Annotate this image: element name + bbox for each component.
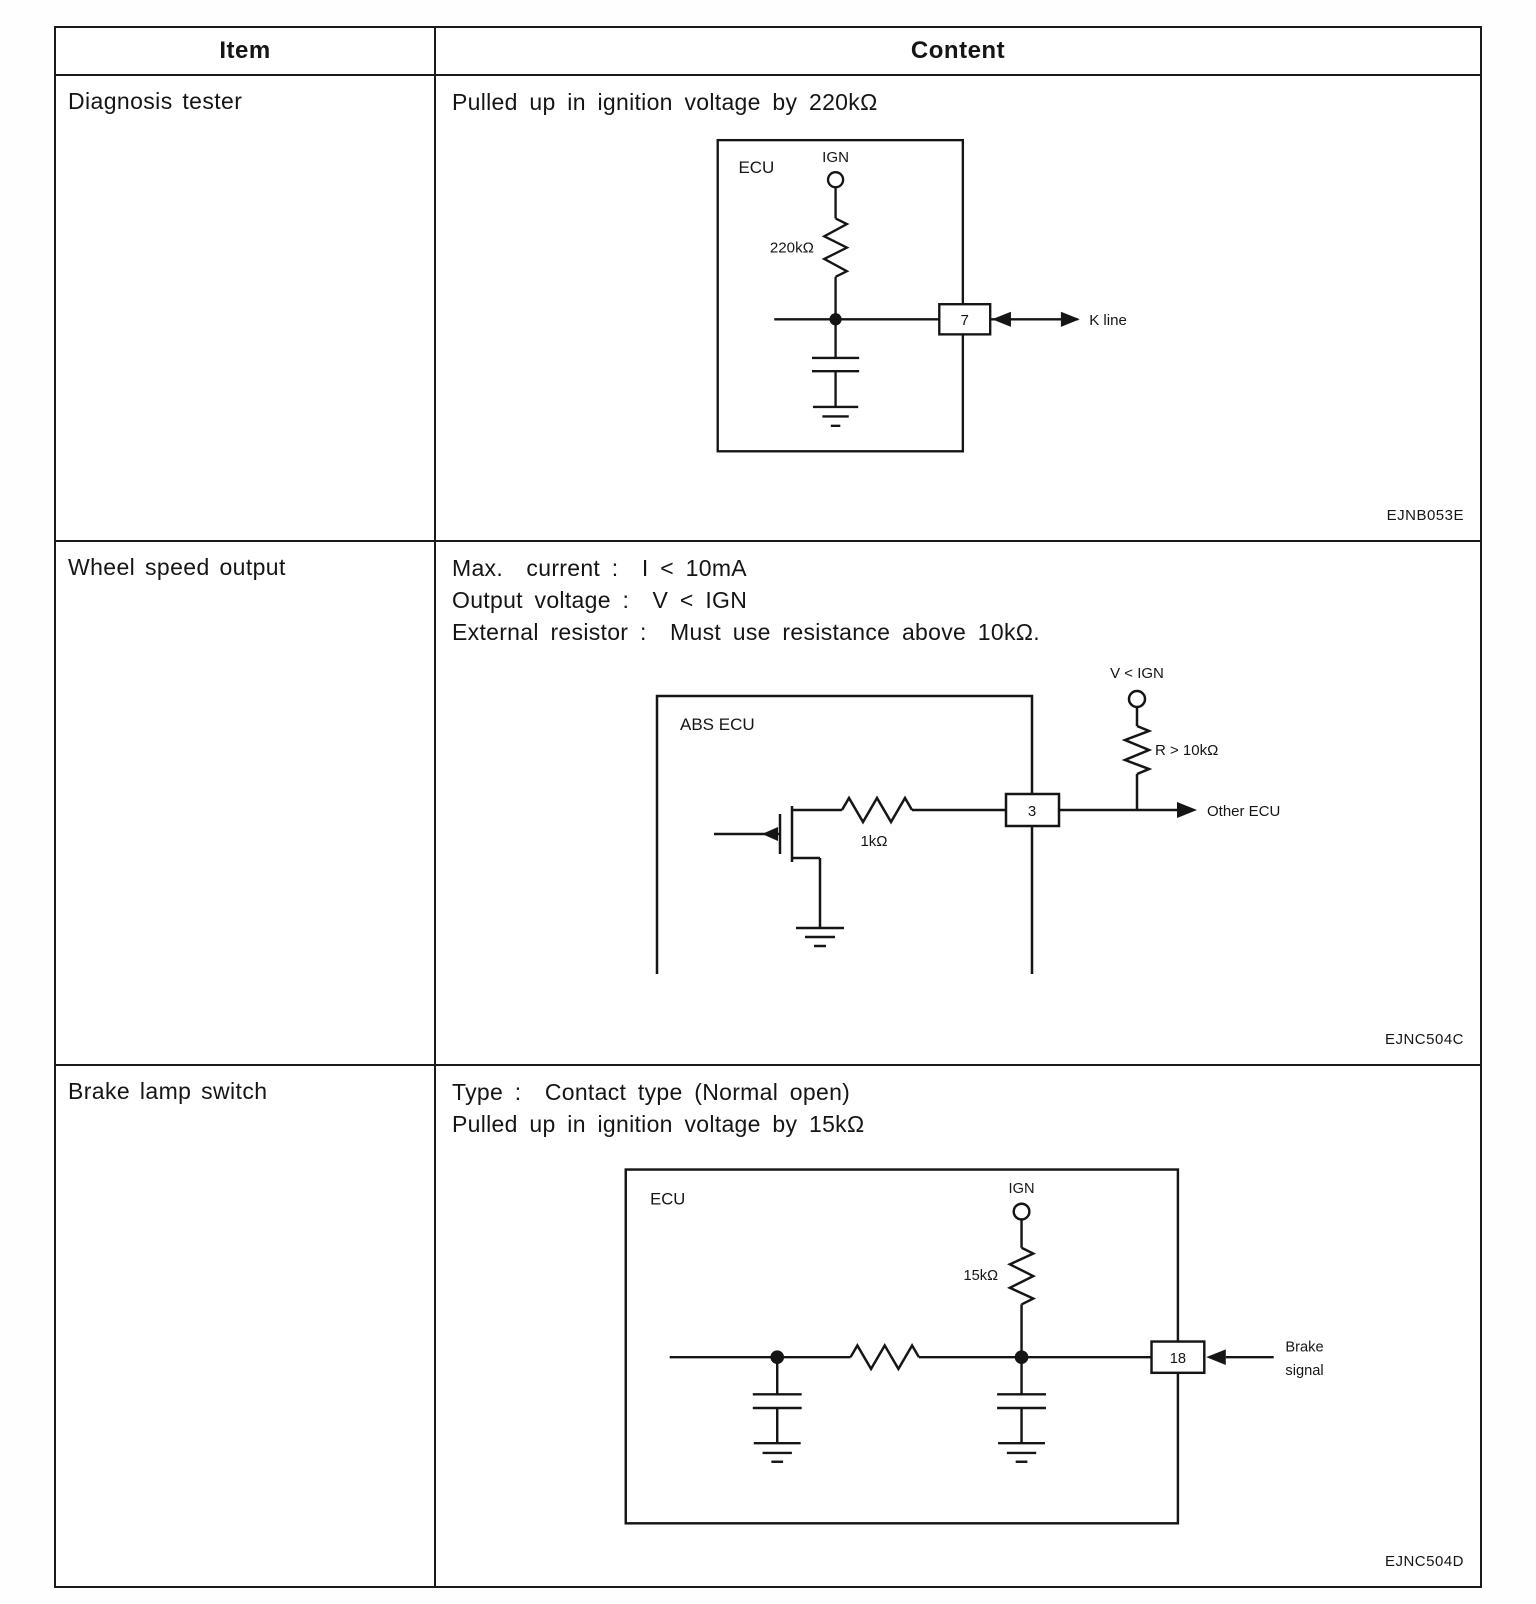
spec-line: Output voltage : V < IGN	[452, 587, 748, 613]
series-resistor-label: 1kΩ	[860, 833, 888, 850]
external-resistor-label: R > 10kΩ	[1155, 742, 1219, 759]
supply-terminal-icon	[1129, 691, 1145, 707]
item-label: Wheel speed output	[55, 541, 435, 1065]
pin-number: 7	[960, 311, 969, 329]
table-header-row	[55, 27, 1481, 75]
arrow-right-icon	[1177, 802, 1197, 818]
ign-terminal-icon	[1014, 1204, 1030, 1220]
spec-table	[54, 26, 1482, 1588]
spec-line: Max. current : I < 10mA	[452, 555, 747, 581]
ecu-box-label: ABS ECU	[680, 715, 755, 734]
circuit-diagram-diagnosis-tester	[482, 126, 1466, 508]
ign-label: IGN	[1008, 1180, 1035, 1197]
circuit-diagram-wheel-speed	[602, 656, 1466, 991]
capacitor-symbol	[997, 1394, 1046, 1408]
ecu-box	[626, 1170, 1178, 1524]
spec-line: Pulled up in ignition voltage by 15kΩ	[452, 1111, 865, 1137]
signal-label-line2: signal	[1285, 1362, 1324, 1379]
arrow-right-icon	[1061, 312, 1080, 327]
abs-ecu-box	[657, 696, 1032, 974]
signal-label: K line	[1089, 311, 1127, 329]
content-cell	[435, 75, 1481, 541]
series-resistor-symbol	[842, 798, 912, 822]
column-header-content: Content	[435, 27, 1481, 75]
table-row	[55, 1065, 1481, 1587]
inline-resistor-symbol	[851, 1345, 919, 1368]
ecu-box-label: ECU	[738, 158, 775, 178]
signal-label: Other ECU	[1207, 803, 1281, 820]
column-header-item: Item	[55, 27, 435, 75]
spec-line: Pulled up in ignition voltage by 220kΩ	[452, 89, 878, 115]
mosfet-symbol	[714, 806, 792, 862]
table-row	[55, 541, 1481, 1065]
circuit-svg	[482, 126, 1142, 503]
figure-code: EJNB053E	[1386, 507, 1464, 524]
circuit-diagram-brake-lamp	[572, 1150, 1466, 1546]
circuit-svg	[602, 656, 1422, 986]
spec-line: Type : Contact type (Normal open)	[452, 1079, 851, 1105]
ign-terminal-icon	[828, 172, 843, 187]
circuit-svg	[572, 1150, 1432, 1541]
content-cell	[435, 1065, 1481, 1587]
figure-code: EJNC504C	[1384, 1031, 1464, 1048]
spec-line: External resistor : Must use resistance above 10kΩ.	[452, 619, 1040, 645]
external-resistor-symbol	[1125, 726, 1149, 774]
ground-icon	[813, 407, 858, 426]
pullup-resistor-label: 15kΩ	[963, 1267, 999, 1284]
pullup-resistor-symbol	[824, 218, 847, 276]
signal-label-line1: Brake	[1285, 1339, 1324, 1356]
arrow-left-icon	[992, 312, 1011, 327]
item-label: Diagnosis tester	[55, 75, 435, 541]
pullup-resistor-symbol	[1010, 1248, 1033, 1305]
item-label: Brake lamp switch	[55, 1065, 435, 1587]
pin-number: 3	[1027, 803, 1037, 820]
capacitor-symbol	[812, 358, 859, 371]
ground-icon	[796, 928, 844, 946]
pin-number: 18	[1169, 1351, 1187, 1368]
ign-label: IGN	[822, 148, 849, 166]
figure-code: EJNC504D	[1384, 1553, 1464, 1570]
supply-label: V < IGN	[1110, 665, 1164, 682]
content-cell	[435, 541, 1481, 1065]
ground-icon	[998, 1443, 1045, 1462]
table-row	[55, 75, 1481, 541]
pullup-resistor-label: 220kΩ	[769, 239, 814, 257]
ground-icon	[754, 1443, 801, 1462]
capacitor-symbol	[753, 1394, 802, 1408]
arrow-left-icon	[1206, 1349, 1226, 1365]
ecu-box-label: ECU	[650, 1189, 686, 1209]
